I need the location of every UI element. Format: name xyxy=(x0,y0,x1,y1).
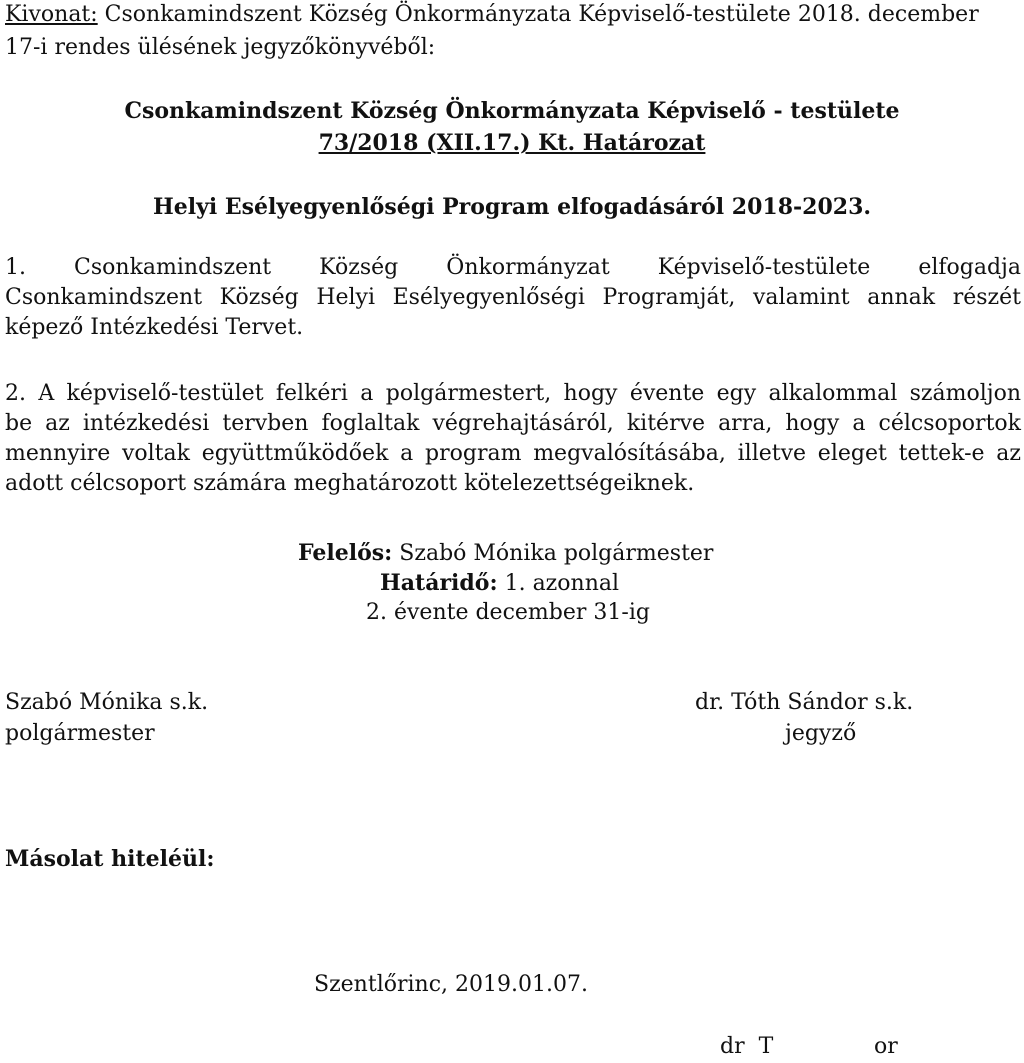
copy-label: Másolat hiteléül: xyxy=(5,846,215,872)
point-2-line-4: adott célcsoport számára meghatározott kötelezettségeiknek. xyxy=(5,471,695,496)
hatarido-value-2: 2. évente december 31-ig xyxy=(366,600,650,625)
point-1 xyxy=(5,253,1021,343)
notary-name: dr. Tóth Sándor s.k. xyxy=(695,690,914,715)
felelos-line xyxy=(298,538,713,569)
point-1-line-1: 1. Csonkamindszent Község Önkormányzat Képviselő-testülete elfogadja xyxy=(5,255,1021,280)
mayor-name: Szabó Mónika s.k. xyxy=(5,690,209,715)
point-1-line-3: képező Intézkedési Tervet. xyxy=(5,315,304,340)
point-2-line-3: mennyire voltak együttműködőek a program megvalósításába, illetve eleget tettek-e az xyxy=(5,441,1021,466)
notary-title: jegyző xyxy=(785,721,857,746)
resolution-subject: Helyi Esélyegyenlőségi Program elfogadásáról 2018-2023. xyxy=(152,194,872,220)
resolution-title-line-1: Csonkamindszent Község Önkormányzata Képviselő - testülete xyxy=(124,98,900,124)
kivonat-line-2: 17-i rendes ülésének jegyzőkönyvéből: xyxy=(5,35,436,60)
point-2-line-2: be az intézkedési tervben foglaltak végrehajtásáról, kitérve arra, hogy a célcsoportok xyxy=(5,411,1021,436)
felelos-value: Szabó Mónika polgármester xyxy=(392,541,714,566)
point-2 xyxy=(5,379,1021,499)
kivonat-line-1 xyxy=(5,0,979,30)
kivonat-text: Csonkamindszent Község Önkormányzata Képviselő-testülete 2018. december xyxy=(97,2,979,27)
place-date: Szentlőrinc, 2019.01.07. xyxy=(314,972,588,997)
hatarido-value: 1. azonnal xyxy=(497,571,620,596)
kivonat-label: Kivonat: xyxy=(5,2,98,27)
mayor-title: polgármester xyxy=(5,721,155,746)
resolution-title-line-2 xyxy=(0,128,1024,158)
partial-signature-2: or xyxy=(874,1034,898,1059)
resolution-number: 73/2018 (XII.17.) Kt. Határozat xyxy=(318,130,706,156)
felelos-label: Felelős: xyxy=(298,540,393,566)
hatarido-line xyxy=(380,568,619,599)
point-2-line-1: 2. A képviselő-testület felkéri a polgármestert, hogy évente egy alkalommal számoljon xyxy=(5,381,1021,406)
partial-signature-1: dr T xyxy=(720,1034,774,1059)
hatarido-label: Határidő: xyxy=(380,570,498,596)
point-1-line-2: Csonkamindszent Község Helyi Esélyegyenlőségi Programját, valamint annak részét xyxy=(5,285,1021,310)
